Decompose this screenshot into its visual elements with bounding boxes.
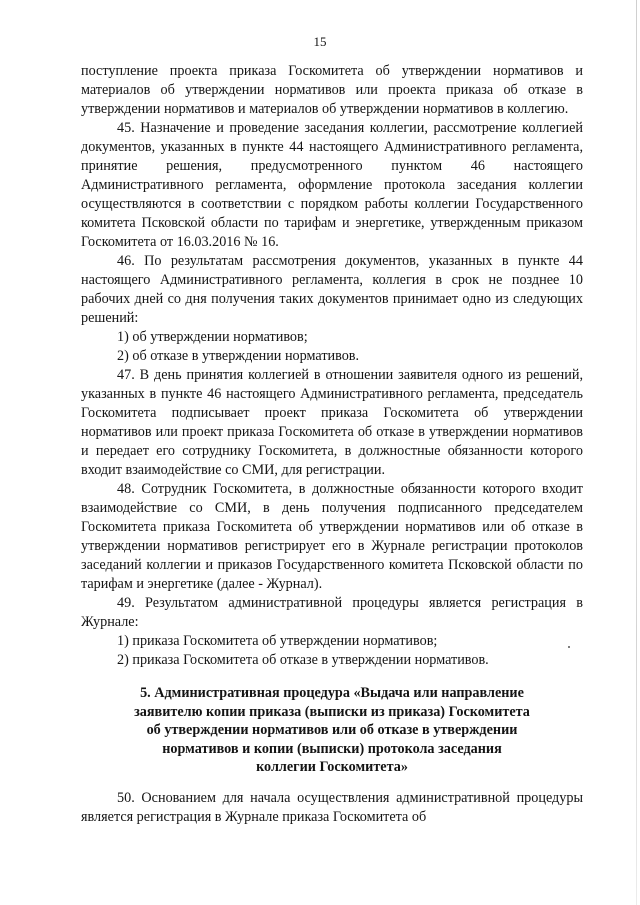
- paragraph-47: 47. В день принятия коллегией в отношении заявителя одного из решений, указанных в пункте 46 настоящего Административного регламента, председатель Госкомитета подписывает проект приказа Госкомитета об утверждении нормативов или проект приказа Госкомитета об отказе в утверждении нормативов и передает его сотруднику Госкомитета, в должностные обязанности которого входит взаимодействие со СМИ, для регистрации.: [81, 367, 583, 478]
- paragraph-45: 45. Назначение и проведение заседания коллегии, рассмотрение коллегией документов, указанных в пункте 44 настоящего Административного регламента, принятие решения, предусмотренного пунктом 46 настоящего Административного регламента, оформление протокола заседания коллегии осуществляются в соответствии с порядком работы коллегии Государственного комитета Псковской области по тарифам и энергетике, утвержденным приказом Госкомитета от 16.03.2016 № 16.: [81, 120, 583, 250]
- document-body: [81, 62, 583, 827]
- paragraph-50: 50. Основанием для начала осуществления административной процедуры является регистрация в Журнале приказа Госкомитета об: [81, 789, 583, 825]
- list-item-refuse: 2) об отказе в утверждении нормативов.: [117, 348, 360, 364]
- paragraph-continuation: поступление проекта приказа Госкомитета об утверждении нормативов и материалов об утверждении нормативов или проекта приказа об отказе в утверждении нормативов и материалов об утверждении нормативов в коллегию.: [81, 63, 583, 117]
- section-heading-line: об утверждении нормативов или об отказе в утверждении: [146, 722, 518, 738]
- section-heading: [81, 684, 583, 777]
- paragraph-49: 49. Результатом административной процедуры является регистрация в Журнале:: [81, 595, 583, 630]
- section-heading-line: заявителю копии приказа (выписки из приказа) Госкомитета: [134, 703, 530, 720]
- result-item-approve: 1) приказа Госкомитета об утверждении нормативов;: [117, 633, 438, 649]
- section-heading-line: нормативов и копии (выписки) протокола заседания: [162, 740, 502, 757]
- list-item-approve: 1) об утверждении нормативов;: [117, 329, 308, 345]
- result-item-refuse: 2) приказа Госкомитета об отказе в утверждении нормативов.: [117, 652, 489, 668]
- section-heading-line: 5. Административная процедура «Выдача или направление: [140, 685, 524, 701]
- paragraph-48: 48. Сотрудник Госкомитета, в должностные обязанности которого входит взаимодействие со СМИ, в день получения подписанного председателем Госкомитета приказа Госкомитета об утверждении нормативов или об отказе в утверждении нормативов регистрирует его в Журнале регистрации протоколов заседаний коллегии и приказов Государственного комитета Псковской области по тарифам и энергетике (далее - Журнал).: [81, 481, 583, 592]
- paragraph-46: 46. По результатам рассмотрения документов, указанных в пункте 44 настоящего Административного регламента, коллегия в срок не позднее 10 рабочих дней со дня получения таких документов принимает одно из следующих решений:: [81, 253, 583, 326]
- page-number: 15: [313, 34, 327, 49]
- section-heading-line: коллегии Госкомитета»: [256, 759, 408, 775]
- scan-edge-shadow: [636, 0, 637, 905]
